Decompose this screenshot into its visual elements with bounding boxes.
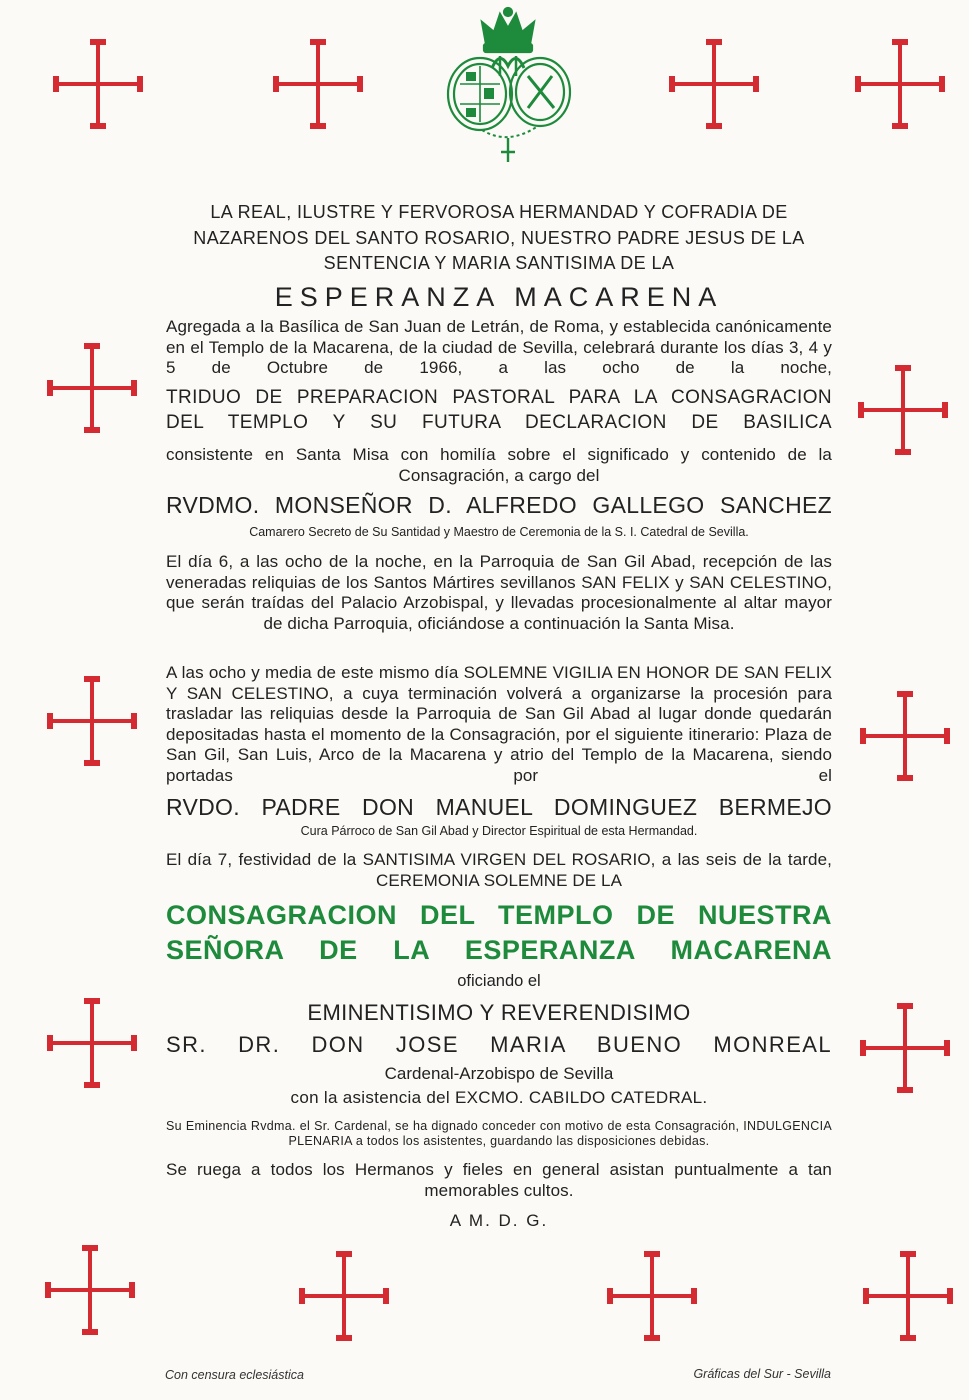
cross-icon: [50, 36, 146, 132]
hermandad-crest-icon: [442, 6, 574, 166]
cross-icon: [857, 1000, 953, 1096]
cross-icon: [857, 688, 953, 784]
paragraph-dia-7: El día 7, festividad de la SANTISIMA VIRGEN DEL ROSARIO, a las seis de la tarde, CEREMONIA SOLEMNE DE LA: [166, 850, 832, 890]
cross-icon: [860, 1248, 956, 1344]
paragraph-consistente: consistente en Santa Misa con homilía sobre el significado y contenido de la Consagración, a cargo del: [166, 445, 832, 485]
officiant-name: RVDO. PADRE DON MANUEL DOMINGUEZ BERMEJO: [166, 794, 832, 820]
indulgencia-text: Su Eminencia Rvdma. el Sr. Cardenal, se ha dignado conceder con motivo de esta Consagración, INDULGENCIA PLENARIA a todos los asistentes, guardando las disposiciones debidas.: [166, 1119, 832, 1148]
consagracion-heading: [166, 898, 832, 968]
cross-icon: [604, 1248, 700, 1344]
intro-line: NAZARENOS DEL SANTO ROSARIO, NUESTRO PADRE JESUS DE LA: [193, 227, 805, 248]
officiant-name: RVDMO. MONSEÑOR D. ALFREDO GALLEGO SANCHEZ: [166, 492, 832, 518]
cross-icon: [296, 1248, 392, 1344]
footer-printer: Gráficas del Sur - Sevilla: [693, 1367, 831, 1381]
paragraph-agregada: Agregada a la Basílica de San Juan de Letrán, de Roma, y establecida canónicamente en el Templo de la Macarena, de la ciudad de Sevilla, celebrará durante los días 3, 4 y 5 de Octubre de 1966, a las ocho de la noche,: [166, 317, 832, 377]
intro-line: SENTENCIA Y MARIA SANTISIMA DE LA: [323, 253, 675, 273]
cross-icon: [44, 340, 140, 436]
cabildo-text: con la asistencia del EXCMO. CABILDO CATEDRAL.: [290, 1088, 708, 1107]
main-title: ESPERANZA MACARENA: [274, 282, 724, 312]
cardinal-name: SR. DR. DON JOSE MARIA BUENO MONREAL: [166, 1032, 832, 1057]
oficiando-text: oficiando el: [457, 972, 541, 990]
consagracion-line: SEÑORA DE LA ESPERANZA MACARENA: [166, 935, 832, 965]
cross-icon: [855, 362, 951, 458]
eminentisimo-title: EMINENTISIMO Y REVERENDISIMO: [307, 1000, 691, 1025]
intro-line: LA REAL, ILUSTRE Y FERVOROSA HERMANDAD Y COFRADIA DE: [210, 202, 788, 222]
triduo-line: TRIDUO DE PREPARACION PASTORAL PARA LA CONSAGRACION: [166, 387, 832, 408]
cross-icon: [666, 36, 762, 132]
paragraph-dia-6: El día 6, a las ocho de la noche, en la Parroquia de San Gil Abad, recepción de las veneradas reliquias de los Santos Mártires sevillanos SAN FELIX y SAN CELESTINO, que serán traídas del Palacio Arzobispal, y llevadas procesionalmente al altar mayor de dicha Parroquia, oficiándose a continuación la Santa Misa.: [166, 552, 832, 633]
ruega-text: Se ruega a todos los Hermanos y fieles en general asistan puntualmente a tan memorables cultos.: [166, 1160, 832, 1200]
triduo-heading: [166, 385, 832, 435]
cross-icon: [44, 673, 140, 769]
officiant-role: Cura Párroco de San Gil Abad y Director Espiritual de esta Hermandad.: [300, 824, 698, 838]
intro-text: [166, 200, 832, 277]
paragraph-vigilia: A las ocho y media de este mismo día SOLEMNE VIGILIA EN HONOR DE SAN FELIX Y SAN CELESTINO, a cuya terminación volverá a organizarse la procesión para trasladar las reliquias desde la Parroquia de San Gil Abad al lugar donde quedarán depositadas hasta el momento de la Consagración, por el siguiente itinerario: Plaza de San Gil, San Luis, Arco de la Macarena y atrio del Templo de la Macarena, siendo portadas por el: [166, 663, 832, 785]
cross-icon: [44, 995, 140, 1091]
cardinal-role: Cardenal-Arzobispo de Sevilla: [384, 1064, 614, 1083]
cross-icon: [42, 1242, 138, 1338]
footer-censura: Con censura eclesiástica: [165, 1368, 304, 1382]
consagracion-line: CONSAGRACION DEL TEMPLO DE NUESTRA: [166, 900, 832, 930]
cross-icon: [270, 36, 366, 132]
cross-icon: [852, 36, 948, 132]
officiant-role: Camarero Secreto de Su Santidad y Maestro de Ceremonia de la S. I. Catedral de Sevilla.: [249, 525, 749, 539]
triduo-line: DEL TEMPLO Y SU FUTURA DECLARACION DE BASILICA: [166, 412, 832, 433]
amdg-text: A M. D. G.: [449, 1211, 549, 1230]
